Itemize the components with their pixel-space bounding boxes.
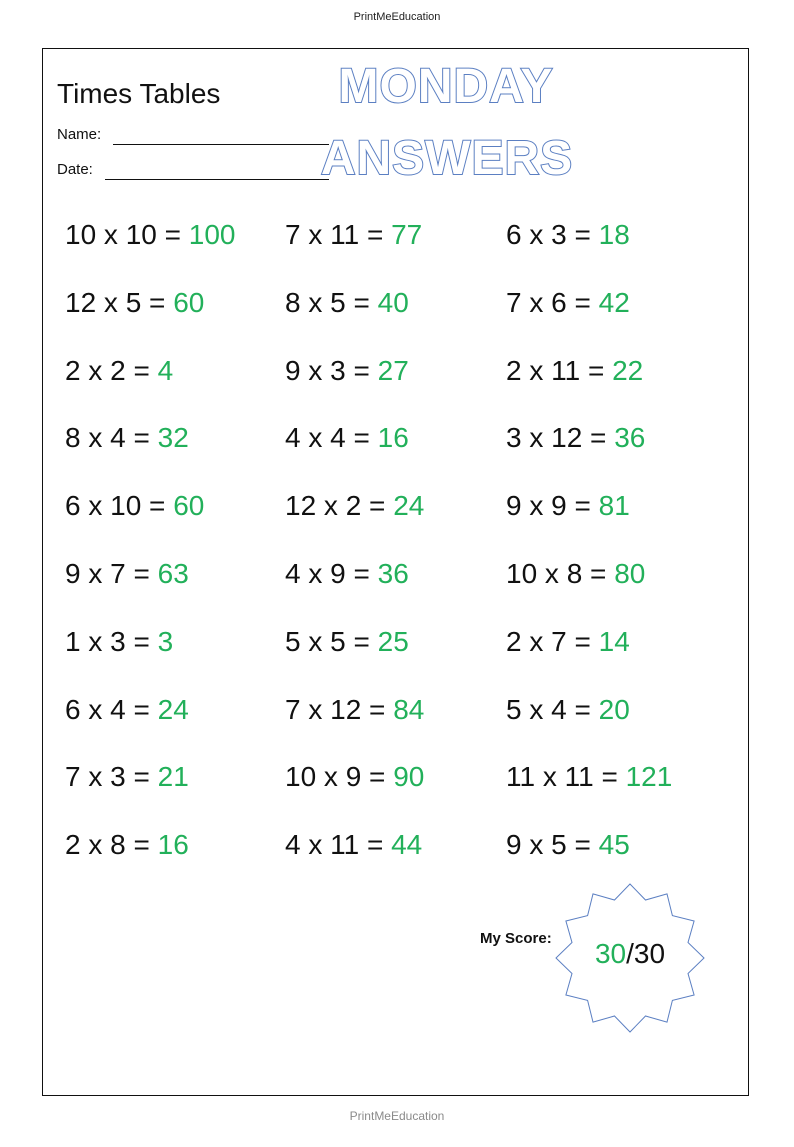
problem-question: 4 x 11 = [285,829,392,861]
problem-grid [43,49,750,949]
problem-question: 8 x 4 = [65,422,158,454]
problem-question: 11 x 11 = [506,761,626,793]
problem-item [285,761,424,793]
problem-question: 2 x 11 = [506,354,613,386]
problem-question: 2 x 8 = [65,829,158,861]
problem-question: 1 x 3 = [65,625,158,657]
problem-item [285,626,409,658]
problem-item [285,219,422,251]
problem-item [285,558,409,590]
problem-item [506,761,672,793]
problem-item [65,761,189,793]
problem-question: 7 x 6 = [506,286,599,318]
score-label: My Score: [480,930,552,947]
problem-question: 4 x 9 = [285,558,378,589]
problem-answer: 20 [598,693,630,725]
problem-question: 12 x 2 = [285,490,394,522]
problem-answer: 44 [391,829,423,861]
problem-question: 2 x 7 = [506,625,599,657]
problem-answer: 60 [173,286,205,318]
problem-item [285,287,409,319]
problem-answer: 14 [598,625,630,657]
problem-item [285,422,409,454]
problem-answer: 84 [393,693,425,725]
problem-answer: 90 [393,761,425,793]
header-brand: PrintMeEducation [353,11,441,23]
problem-item [285,694,424,726]
problem-answer: 81 [598,490,630,522]
problem-question: 2 x 2 = [65,354,158,386]
problem-question: 8 x 5 = [285,286,378,318]
problem-question: 3 x 12 = [506,422,615,454]
problem-item [285,490,424,522]
problem-answer: 21 [157,761,189,793]
problem-answer: 24 [393,490,425,522]
problem-answer: 25 [377,625,409,657]
problem-question: 4 x 4 = [285,422,378,454]
problem-question: 7 x 3 = [65,761,158,793]
problem-item [506,287,630,319]
problem-question: 9 x 5 = [506,829,599,861]
problem-answer: 36 [614,422,646,454]
problem-item [65,355,173,387]
problem-answer: 45 [598,829,630,861]
problem-item [506,558,645,590]
score-total: /30 [626,938,666,969]
problem-answer: 4 [157,354,174,386]
problem-item [506,219,630,251]
problem-answer: 32 [157,422,189,454]
problem-item [65,829,189,861]
problem-item [506,626,630,658]
problem-question: 9 x 3 = [285,354,378,386]
problem-answer: 60 [173,490,205,522]
problem-answer: 121 [625,761,673,793]
problem-answer: 80 [614,558,646,589]
problem-item [506,490,630,522]
problem-item [65,219,235,251]
problem-item [65,626,173,658]
problem-question: 10 x 9 = [285,761,394,793]
problem-item [506,355,643,387]
problem-answer: 24 [157,693,189,725]
problem-answer: 3 [157,625,174,657]
score-correct: 30 [594,938,627,969]
problem-answer: 100 [188,219,236,250]
problem-answer: 22 [612,354,644,386]
problem-question: 10 x 8 = [506,558,615,589]
problem-item [65,287,204,319]
page-title: Times Tables [57,78,221,109]
problem-answer: 27 [377,354,409,386]
problem-item [65,422,189,454]
problem-answer: 63 [157,558,189,589]
problem-question: 5 x 4 = [506,693,599,725]
problem-item [285,829,422,861]
problem-answer: 40 [377,286,409,318]
problem-question: 6 x 10 = [65,490,174,522]
problem-question: 7 x 12 = [285,693,394,725]
problem-item [506,422,645,454]
footer-brand: PrintMeEducation [349,1109,445,1123]
problem-question: 7 x 11 = [285,219,392,250]
problem-question: 12 x 5 = [65,286,174,318]
problem-answer: 36 [377,558,409,589]
problem-item [65,558,189,590]
answers-heading: ANSWERS [320,132,574,185]
problem-question: 9 x 9 = [506,490,599,522]
problem-question: 6 x 3 = [506,219,599,250]
problem-item [506,829,630,861]
problem-item [65,490,204,522]
problem-answer: 16 [377,422,409,454]
problem-question: 9 x 7 = [65,558,158,589]
problem-question: 10 x 10 = [65,219,189,250]
problem-answer: 18 [598,219,630,250]
problem-item [506,694,630,726]
problem-answer: 16 [157,829,189,861]
date-label: Date: [57,161,93,178]
day-heading: MONDAY [338,60,554,113]
name-label: Name: [57,126,102,143]
problem-answer: 77 [391,219,423,250]
problem-item [65,694,189,726]
problem-answer: 42 [598,286,630,318]
score-value [552,938,708,970]
problem-item [285,355,409,387]
problem-question: 6 x 4 = [65,693,158,725]
problem-question: 5 x 5 = [285,625,378,657]
